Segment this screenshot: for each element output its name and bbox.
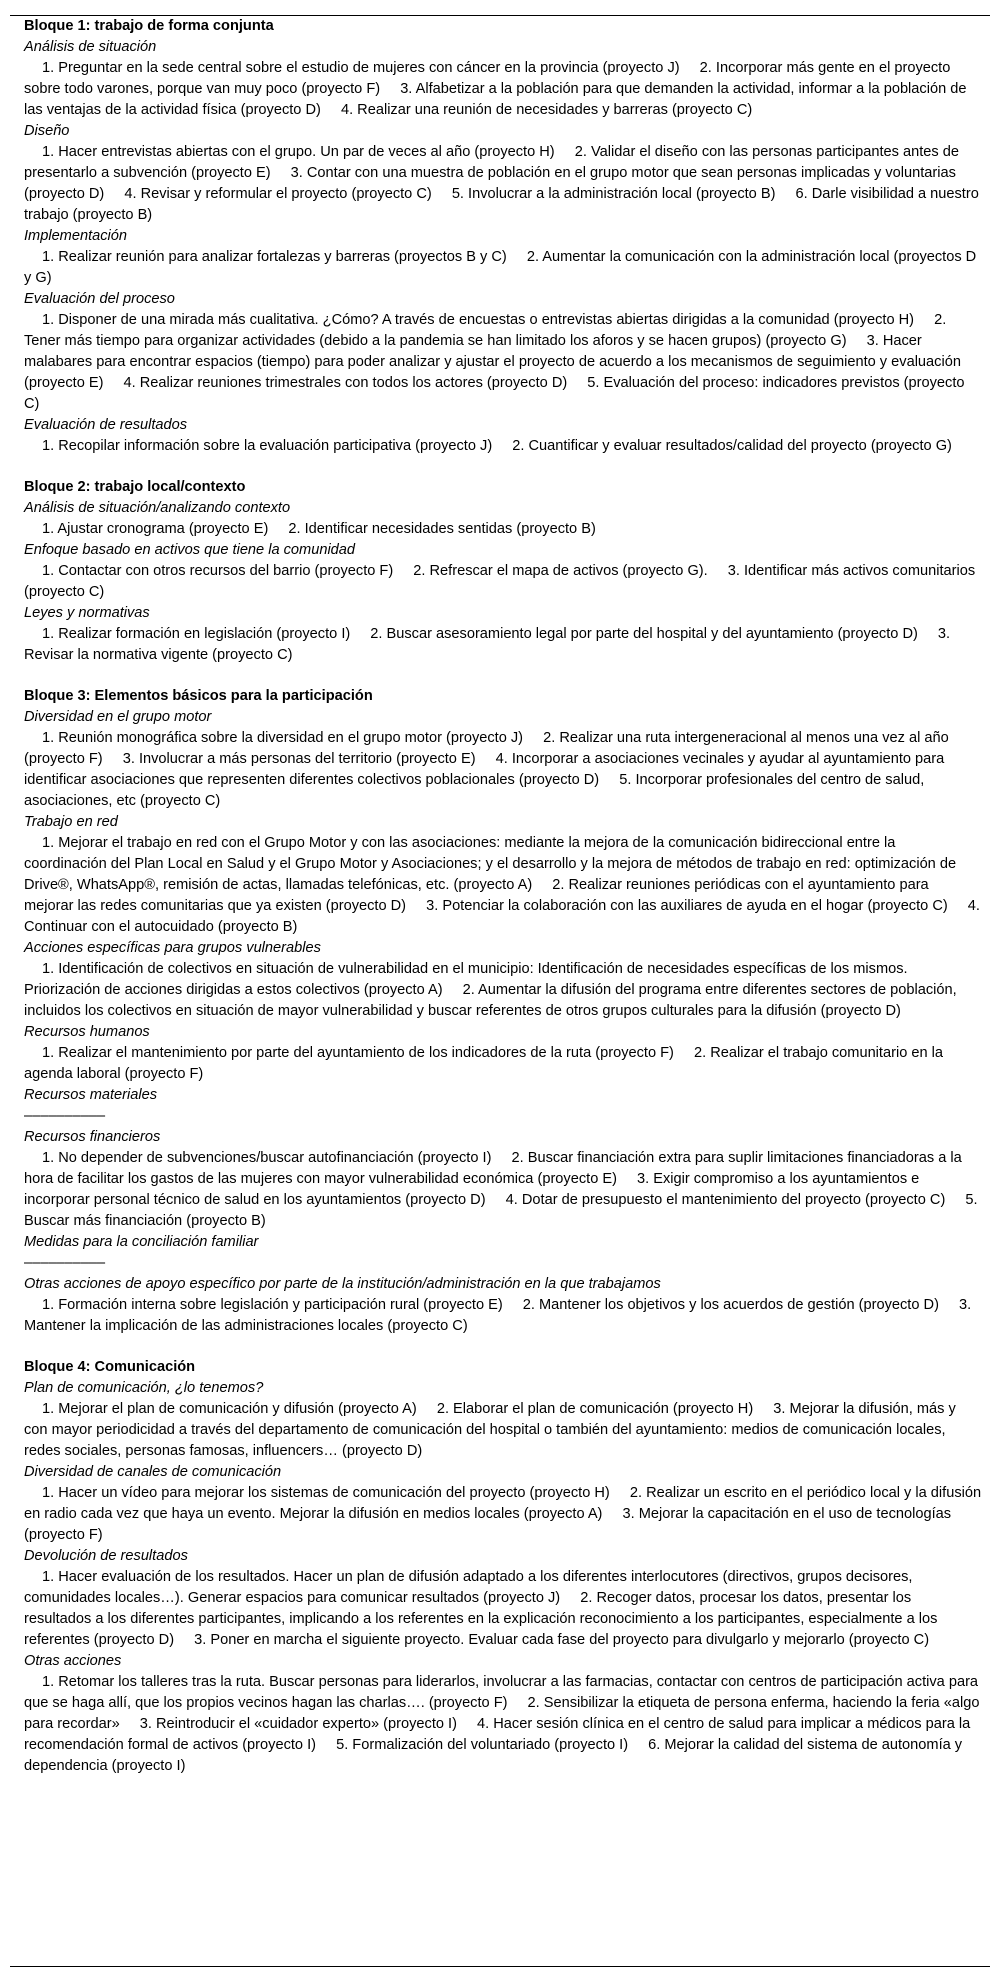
list-item: 4. Incorporar a asociaciones vecinales y ayudar al ayuntamiento para identificar asociaciones que representen diferentes colectivos poblacionales (proyecto D): [24, 751, 945, 788]
list-item: 1. Realizar formación en legislación (proyecto I): [42, 626, 351, 642]
section-heading: Implementación: [24, 228, 128, 244]
list-item: 2. Buscar asesoramiento legal por parte del hospital y del ayuntamiento (proyecto D): [370, 626, 918, 642]
section-items: [24, 436, 982, 457]
section-items: [24, 1148, 982, 1232]
list-item: 3. Identificar más activos comunitarios (proyecto C): [24, 563, 976, 600]
list-item: 2. Elaborar el plan de comunicación (proyecto H): [436, 1401, 754, 1417]
section-heading: Análisis de situación/analizando contexto: [24, 500, 291, 516]
list-item: 5. Evaluación del proceso: indicadores previstos (proyecto C): [24, 375, 965, 412]
section-items: [24, 624, 982, 666]
list-item: 5. Formalización del voluntariado (proyecto I): [336, 1737, 629, 1753]
block-title: Bloque 4: Comunicación: [24, 1359, 196, 1375]
section-heading: Leyes y normativas: [24, 605, 150, 621]
list-item: 2. Realizar reuniones periódicas con el ayuntamiento para mejorar las redes comunitarias que ya existen (proyecto D): [24, 877, 929, 914]
list-item: 1. Contactar con otros recursos del barrio (proyecto F): [42, 563, 394, 579]
list-item: 1. Mejorar el trabajo en red con el Grupo Motor y con las asociaciones: mediante la mejora de la comunicación bidireccional entre la coordinación del Plan Local en Salud y el Grupo Motor y Asociaciones; y el desarrollo y la mejora de métodos de trabajo en red: optimización de Drive®, WhatsApp®, remisión de actas, llamadas telefónicas, etc. (proyecto A): [24, 835, 957, 893]
list-item: 2. Recoger datos, procesar los datos, presentar los resultados a los diferentes participantes, implicando a los referentes en la explicación reconocimiento a los participantes, especialmente a los referentes (proyecto D): [24, 1590, 938, 1648]
list-item: 1. Reunión monográfica sobre la diversidad en el grupo motor (proyecto J): [42, 730, 524, 746]
list-item: 3. Exigir compromiso a los ayuntamientos e incorporar personal técnico de salud en los ayuntamientos (proyecto D): [24, 1171, 920, 1208]
section-heading: Plan de comunicación, ¿lo tenemos?: [24, 1380, 264, 1396]
section-heading: Análisis de situación: [24, 39, 157, 55]
list-item: 6. Mejorar la calidad del sistema de autonomía y dependencia (proyecto I): [24, 1737, 963, 1774]
section-heading: Otras acciones de apoyo específico por parte de la institución/administración en la que trabajamos: [24, 1276, 661, 1292]
section-items: [24, 1295, 982, 1337]
block-2: [24, 477, 982, 666]
list-item: 4. Revisar y reformular el proyecto (proyecto C): [124, 186, 432, 202]
empty-placeholder: ––––––––––: [24, 1255, 106, 1271]
list-item: 2. Incorporar más gente en el proyecto sobre todo varones, porque van muy poco (proyecto F): [24, 60, 951, 97]
list-item: 1. Mejorar el plan de comunicación y difusión (proyecto A): [42, 1401, 417, 1417]
list-item: 2. Realizar el trabajo comunitario en la agenda laboral (proyecto F): [24, 1045, 944, 1082]
section-heading: Enfoque basado en activos que tiene la comunidad: [24, 542, 356, 558]
list-item: 1. Hacer entrevistas abiertas con el grupo. Un par de veces al año (proyecto H): [42, 144, 555, 160]
section-heading: Recursos humanos: [24, 1024, 150, 1040]
list-item: 2. Aumentar la comunicación con la administración local (proyectos D y G): [24, 249, 977, 286]
list-item: 2. Identificar necesidades sentidas (proyecto B): [288, 521, 596, 537]
list-item: 2. Tener más tiempo para organizar actividades (debido a la pandemia se han limitado los aforos y se hacen grupos) (proyecto G): [24, 312, 947, 349]
section-items: [24, 833, 982, 938]
list-item: 5. Buscar más financiación (proyecto B): [24, 1192, 978, 1229]
list-item: 3. Potenciar la colaboración con las auxiliares de ayuda en el hogar (proyecto C): [426, 898, 948, 914]
list-item: 2. Aumentar la difusión del programa entre diferentes sectores de población, incluidos los colectivos en situación de mayor vulnerabilidad y buscar referentes de otros grupos culturales para la difusión (proyecto D): [24, 982, 957, 1019]
section-heading: Devolución de resultados: [24, 1548, 188, 1564]
list-item: 1. Realizar el mantenimiento por parte del ayuntamiento de los indicadores de la ruta (proyecto F): [42, 1045, 674, 1061]
section-heading: Diversidad de canales de comunicación: [24, 1464, 282, 1480]
list-item: 1. No depender de subvenciones/buscar autofinanciación (proyecto I): [42, 1150, 492, 1166]
section-items: [24, 561, 982, 603]
bottom-rule: [10, 1966, 990, 1967]
empty-placeholder: ––––––––––: [24, 1108, 106, 1124]
block-title: Bloque 1: trabajo de forma conjunta: [24, 18, 274, 34]
list-item: 6. Darle visibilidad a nuestro trabajo (proyecto B): [24, 186, 979, 223]
section-items: [24, 1043, 982, 1085]
section-heading: Trabajo en red: [24, 814, 118, 830]
section-heading: Recursos financieros: [24, 1129, 161, 1145]
list-item: 4. Realizar reuniones trimestrales con todos los actores (proyecto D): [123, 375, 568, 391]
section-items: [24, 1567, 982, 1651]
block-4: [24, 1357, 982, 1777]
list-item: 4. Dotar de presupuesto el mantenimiento del proyecto (proyecto C): [505, 1192, 946, 1208]
section-items: [24, 142, 982, 226]
list-item: 1. Disponer de una mirada más cualitativa. ¿Cómo? A través de encuestas o entrevistas abiertas dirigidas a la comunidad (proyecto H): [42, 312, 915, 328]
list-item: 1. Formación interna sobre legislación y participación rural (proyecto E): [42, 1297, 503, 1313]
list-item: 3. Mantener la implicación de las administraciones locales (proyecto C): [24, 1297, 972, 1334]
block-title: Bloque 3: Elementos básicos para la participación: [24, 688, 373, 704]
list-item: 3. Contar con una muestra de población en el grupo motor que sean personas implicadas y voluntarias (proyecto D): [24, 165, 956, 202]
list-item: 2. Cuantificar y evaluar resultados/calidad del proyecto (proyecto G): [512, 438, 952, 454]
list-item: 1. Recopilar información sobre la evaluación participativa (proyecto J): [42, 438, 493, 454]
list-item: 3. Poner en marcha el siguiente proyecto. Evaluar cada fase del proyecto para divulgarlo y mejorarlo (proyecto C): [194, 1632, 930, 1648]
section-items: [24, 519, 982, 540]
section-heading: Evaluación de resultados: [24, 417, 188, 433]
list-item: 4. Continuar con el autocuidado (proyecto B): [24, 898, 980, 935]
list-item: 4. Realizar una reunión de necesidades y barreras (proyecto C): [340, 102, 753, 118]
section-items: [24, 728, 982, 812]
list-item: 1. Hacer evaluación de los resultados. Hacer un plan de difusión adaptado a los diferentes interlocutores (directivos, grupos decisores, comunidades locales…). Generar espacios para comunicar resultados (proyecto J): [24, 1569, 913, 1606]
block-1: [24, 16, 982, 457]
list-item: 2. Validar el diseño con las personas participantes antes de presentarlo a subvención (proyecto E): [24, 144, 960, 181]
list-item: 1. Identificación de colectivos en situación de vulnerabilidad en el municipio: Identificación de necesidades específicas de los mismos. Priorización de acciones dirigidas a estos colectivos (proyecto A): [24, 961, 908, 998]
list-item: 3. Hacer malabares para encontrar espacios (tiempo) para poder analizar y ajustar el proyecto de acuerdo a los mecanismos de seguimiento y evaluación (proyecto E): [24, 333, 961, 391]
list-item: 1. Hacer un vídeo para mejorar los sistemas de comunicación del proyecto (proyecto H): [42, 1485, 610, 1501]
list-item: 5. Incorporar profesionales del centro de salud, asociaciones, etc (proyecto C): [24, 772, 925, 809]
list-item: 2. Sensibilizar la etiqueta de persona enferma, haciendo la feria «algo para recordar»: [24, 1695, 980, 1732]
list-item: 3. Mejorar la difusión, más y con mayor periodicidad a través del departamento de comunicación del hospital o también del ayuntamiento: medios de comunicación locales, redes sociales, personas famosas, influencers… (proyecto D): [24, 1401, 956, 1459]
section-items: [24, 1483, 982, 1546]
list-item: 1. Retomar los talleres tras la ruta. Buscar personas para liderarlos, involucrar a las farmacias, contactar con centros de participación activa para que se haga allí, que los propios vecinos hagan las charlas…. (proyecto F): [24, 1674, 979, 1711]
section-heading: Diseño: [24, 123, 70, 139]
section-heading: Acciones específicas para grupos vulnerables: [24, 940, 321, 956]
list-item: 2. Refrescar el mapa de activos (proyecto G).: [413, 563, 708, 579]
section-heading: Recursos materiales: [24, 1087, 158, 1103]
section-items: [24, 1672, 982, 1777]
list-item: 1. Preguntar en la sede central sobre el estudio de mujeres con cáncer en la provincia (proyecto J): [42, 60, 680, 76]
list-item: 3. Mejorar la capacitación en el uso de tecnologías (proyecto F): [24, 1506, 952, 1543]
section-items: [24, 959, 982, 1022]
list-item: 3. Involucrar a más personas del territorio (proyecto E): [122, 751, 476, 767]
section-heading: Diversidad en el grupo motor: [24, 709, 212, 725]
list-item: 3. Reintroducir el «cuidador experto» (proyecto I): [139, 1716, 457, 1732]
section-heading: Otras acciones: [24, 1653, 122, 1669]
section-items: [24, 1399, 982, 1462]
list-item: 2. Realizar un escrito en el periódico local y la difusión en radio cada vez que haya un evento. Mejorar la difusión en medios locales (proyecto A): [24, 1485, 982, 1522]
list-item: 5. Involucrar a la administración local (proyecto B): [451, 186, 776, 202]
block-3: [24, 686, 982, 1337]
section-items: [24, 310, 982, 415]
list-item: 1. Realizar reunión para analizar fortalezas y barreras (proyectos B y C): [42, 249, 507, 265]
section-heading: Medidas para la conciliación familiar: [24, 1234, 259, 1250]
list-item: 3. Revisar la normativa vigente (proyecto C): [24, 626, 951, 663]
list-item: 2. Realizar una ruta intergeneracional al menos una vez al año (proyecto F): [24, 730, 949, 767]
top-rule: [10, 15, 990, 16]
list-item: 4. Hacer sesión clínica en el centro de salud para implicar a médicos para la recomendación formal de activos (proyecto I): [24, 1716, 971, 1753]
list-item: 2. Buscar financiación extra para suplir limitaciones financiadoras a la hora de facilitar los gastos de las mujeres con mayor vulnerabilidad económica (proyecto E): [24, 1150, 962, 1187]
list-item: 2. Mantener los objetivos y los acuerdos de gestión (proyecto D): [522, 1297, 939, 1313]
table-content: [24, 0, 990, 1777]
list-item: 3. Alfabetizar a la población para que demanden la actividad, informar a la población de las ventajas de la actividad física (proyecto D): [24, 81, 967, 118]
list-item: 1. Ajustar cronograma (proyecto E): [42, 521, 269, 537]
section-items: [24, 247, 982, 289]
block-title: Bloque 2: trabajo local/contexto: [24, 479, 246, 495]
section-items: [24, 58, 982, 121]
section-heading: Evaluación del proceso: [24, 291, 175, 307]
